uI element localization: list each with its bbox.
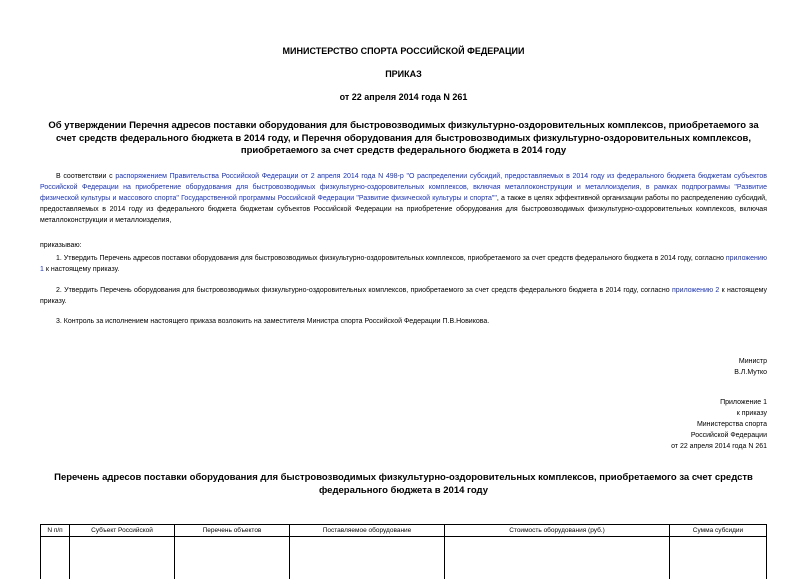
- table-row: [41, 537, 767, 579]
- preamble-paragraph: [40, 171, 767, 226]
- document-title: Об утверждении Перечня адресов поставки оборудования для быстровозводимых физкультурно-оздоровительных комплексов, приобретаемого за счет средств федерального бюджета в 2014 году, и Перечня оборудования для быстровозводимых физкультурно-оздоровительных комплексов, приобретаемого за счет средств федерального бюджета в 2014 году: [40, 120, 767, 158]
- col-objects: Перечень объектов: [175, 525, 290, 537]
- ministry-heading: МИНИСТЕРСТВО СПОРТА РОССИЙСКОЙ ФЕДЕРАЦИИ: [0, 45, 807, 57]
- order-item-2: [40, 285, 767, 307]
- signature-position: Министр: [734, 356, 767, 367]
- order-item-2-end: к настоящему приказу.: [40, 287, 767, 305]
- appendix-1-link[interactable]: приложению 1: [40, 255, 767, 273]
- appendix-line-5: от 22 апреля 2014 года N 261: [671, 441, 767, 452]
- preamble-text-end: , а также в целях эффективной организации работы по распределению субсидий, предоставляемых в 2014 году из федерального бюджета бюджетам субъектов Российской Федерации на приобретение оборудования для быстровозводимых физкультурно-оздоровительных комплексов, включая металлоконструкции и металлоизделия,: [40, 195, 767, 224]
- appendix-line-2: к приказу: [671, 408, 767, 419]
- government-order-link[interactable]: распоряжением Правительства Российской Федерации от 2 апреля 2014 года N 498-р "О распределении субсидий, предоставляемых в 2014 году из федерального бюджета бюджетам субъектов Российской Федерации на приобретение оборудования для быстровозводимых физкультурно-оздоровительных комплексов, включая металлоконструкции и металлоизделия, в рамках подпрограммы "Развитие физической культуры и массового спорта" Государственной программы Российской Федерации "Развитие физической культуры и спорта"": [40, 173, 767, 202]
- col-cost: Стоимость оборудования (руб.): [445, 525, 670, 537]
- appendix-line-4: Российской Федерации: [671, 430, 767, 441]
- doc-type-heading: ПРИКАЗ: [0, 68, 807, 80]
- preamble-text-start: В соответствии с: [56, 173, 115, 180]
- col-subject: Субъект Российской: [70, 525, 175, 537]
- doc-date-number: от 22 апреля 2014 года N 261: [0, 91, 807, 103]
- order-item-3: 3. Контроль за исполнением настоящего приказа возложить на заместителя Министра спорта Российской Федерации П.В.Новикова.: [40, 316, 767, 327]
- col-equipment: Поставляемое оборудование: [290, 525, 445, 537]
- appendix-line-3: Министерства спорта: [671, 419, 767, 430]
- order-item-1-end: к настоящему приказу.: [44, 266, 119, 273]
- col-subsidy: Сумма субсидии: [670, 525, 767, 537]
- signature-block: [734, 356, 767, 378]
- col-number: N п/п: [41, 525, 70, 537]
- table-header-row: [41, 525, 767, 537]
- list-title: Перечень адресов поставки оборудования для быстровозводимых физкультурно-оздоровительных комплексов, приобретаемого за счет средств федерального бюджета в 2014 году: [40, 472, 767, 497]
- order-item-1: [40, 253, 767, 275]
- order-item-2-text: 2. Утвердить Перечень оборудования для быстровозводимых физкультурно-оздоровительных комплексов, приобретаемого за счет средств федерального бюджета в 2014 году, согласно: [56, 287, 672, 294]
- order-item-1-text: 1. Утвердить Перечень адресов поставки оборудования для быстровозводимых физкультурно-оздоровительных комплексов, приобретаемого за счет средств федерального бюджета в 2014 году, согласно: [56, 255, 726, 262]
- signature-name: В.Л.Мутко: [734, 367, 767, 378]
- order-word: приказываю:: [40, 240, 767, 251]
- appendix-2-link[interactable]: приложению 2: [672, 287, 719, 294]
- appendix-block: [671, 397, 767, 452]
- appendix-line-1: Приложение 1: [671, 397, 767, 408]
